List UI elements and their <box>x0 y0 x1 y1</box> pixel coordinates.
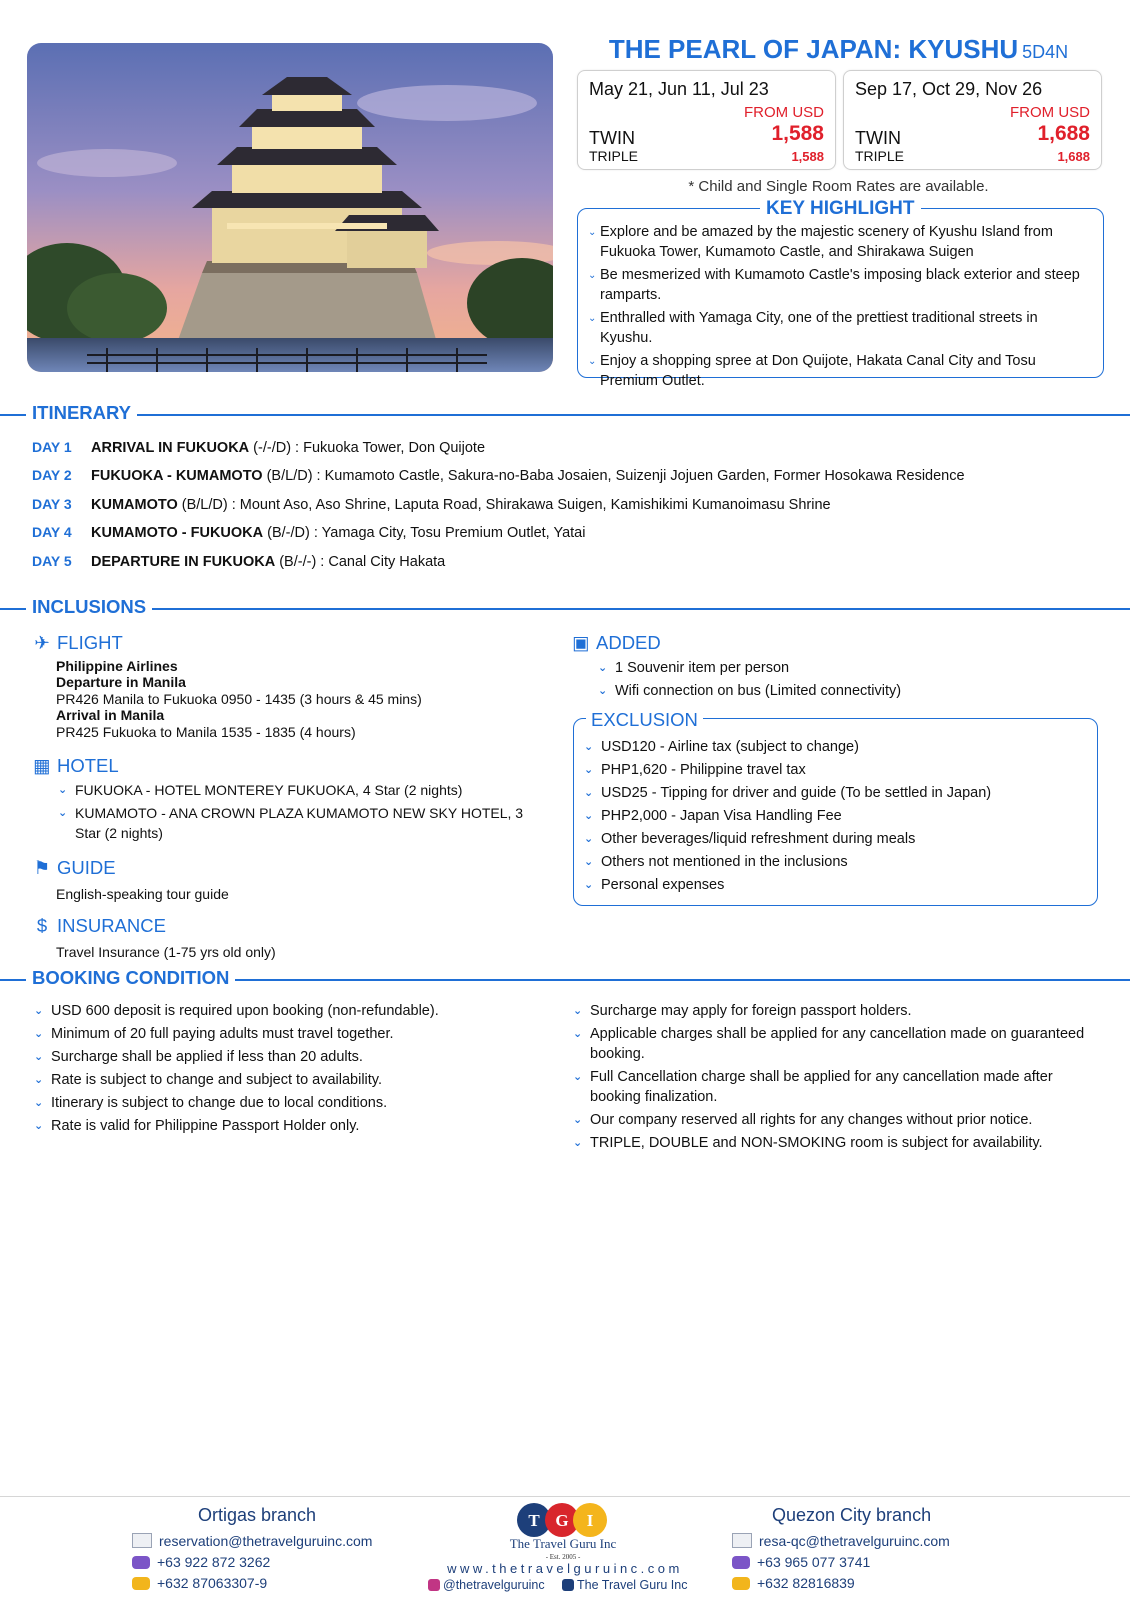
gift-icon: ▣ <box>572 632 590 653</box>
instagram-handle: @thetravelguruinc <box>443 1578 545 1592</box>
tour-title <box>576 34 1101 65</box>
chevron-down-icon: ⌄ <box>584 879 594 891</box>
chevron-down-icon: ⌄ <box>34 1028 44 1040</box>
list-item <box>583 829 1088 849</box>
list-item <box>572 1133 1092 1153</box>
inclusions-header <box>0 596 1130 620</box>
list-item <box>33 1024 543 1044</box>
website-link[interactable]: www.thetravelguruinc.com <box>447 1561 683 1576</box>
chevron-down-icon: ⌄ <box>573 1114 583 1126</box>
list-item <box>33 1093 543 1113</box>
booking-list-left <box>33 1001 543 1139</box>
chevron-down-icon: ⌄ <box>573 1005 583 1017</box>
chevron-down-icon: ⌄ <box>584 741 594 753</box>
divider <box>0 608 1130 610</box>
tour-name: THE PEARL OF JAPAN: KYUSHU <box>608 34 1019 64</box>
list-item <box>583 760 1088 780</box>
chevron-down-icon: ⌄ <box>34 1097 44 1109</box>
section-title: BOOKING CONDITION <box>26 967 235 989</box>
highlight-text: Be mesmerized with Kumamoto Castle's imposing black exterior and steep ramparts. <box>600 267 1080 303</box>
phone-text: +632 82816839 <box>757 1575 855 1591</box>
airplane-icon: ✈ <box>34 632 50 653</box>
flight-title: FLIGHT <box>57 632 123 653</box>
price-dates: May 21, Jun 11, Jul 23 <box>589 79 769 99</box>
triple-label: TRIPLE <box>855 148 905 164</box>
booking-text: Applicable charges shall be applied for any cancellation made on guaranteed booking. <box>590 1026 1085 1062</box>
added-heading <box>572 632 661 654</box>
list-item <box>572 1001 1092 1021</box>
flight-heading <box>33 632 123 654</box>
quezon-phone[interactable] <box>732 1575 855 1591</box>
day-number: DAY 2 <box>32 467 72 483</box>
hotel-heading <box>33 755 119 777</box>
from-usd-label: FROM USD <box>1010 104 1090 121</box>
guide-text: English-speaking tour guide <box>56 886 229 902</box>
viber-icon <box>732 1556 750 1569</box>
triple-price: 1,688 <box>1057 149 1090 164</box>
booking-text: Rate is valid for Philippine Passport Holder only. <box>51 1118 360 1134</box>
chevron-down-icon: ⌄ <box>58 784 68 796</box>
chevron-down-icon: ⌄ <box>573 1071 583 1083</box>
itinerary-day <box>32 496 1112 513</box>
hotel-text: FUKUOKA - HOTEL MONTEREY FUKUOKA, 4 Star (2 nights) <box>75 782 463 798</box>
section-title: ITINERARY <box>26 402 137 424</box>
insurance-text: Travel Insurance (1-75 yrs old only) <box>56 944 276 960</box>
dollar-shield-icon: $ <box>36 915 48 936</box>
day-number: DAY 5 <box>32 553 72 569</box>
day-place: KUMAMOTO - FUKUOKA <box>91 525 264 541</box>
day-meals: (B/L/D) : <box>177 497 240 513</box>
viber-icon <box>132 1556 150 1569</box>
day-details: Fukuoka Tower, Don Quijote <box>303 440 486 456</box>
phone-icon <box>132 1577 150 1590</box>
logo-letter: T <box>528 1511 540 1530</box>
highlight-text: Explore and be amazed by the majestic scenery of Kyushu Island from Fukuoka Tower, Kumamoto Castle, and Shirakawa Suigen <box>600 224 1053 260</box>
key-highlight-list <box>588 222 1093 394</box>
booking-text: Our company reserved all rights for any changes without prior notice. <box>590 1112 1033 1128</box>
exclusion-text: Other beverages/liquid refreshment during meals <box>601 831 916 847</box>
added-list <box>597 658 1077 704</box>
booking-text: Full Cancellation charge shall be applied for any cancellation made after booking finalization. <box>590 1069 1053 1105</box>
chevron-down-icon: ⌄ <box>598 685 608 697</box>
ortigas-branch-title: Ortigas branch <box>198 1505 317 1525</box>
chevron-down-icon: ⌄ <box>34 1051 44 1063</box>
company-name: The Travel Guru Inc <box>509 1536 617 1551</box>
day-place: DEPARTURE IN FUKUOKA <box>91 554 276 570</box>
quezon-branch-title: Quezon City branch <box>772 1505 932 1525</box>
insurance-heading <box>33 915 166 937</box>
chevron-down-icon: ⌄ <box>588 313 597 324</box>
day-number: DAY 4 <box>32 524 72 540</box>
child-rate-note: * Child and Single Room Rates are available. <box>688 178 989 195</box>
list-item <box>57 780 537 800</box>
divider <box>0 414 1130 416</box>
airline-label: Philippine Airlines <box>56 658 178 674</box>
added-text: 1 Souvenir item per person <box>615 660 790 676</box>
booking-text: Minimum of 20 full paying adults must travel together. <box>51 1026 394 1042</box>
phone-text: +632 87063307-9 <box>157 1575 268 1591</box>
guide-person-icon: ⚑ <box>33 857 51 878</box>
price-dates: Sep 17, Oct 29, Nov 26 <box>855 79 1043 99</box>
twin-price: 1,688 <box>1037 122 1090 145</box>
booking-text: TRIPLE, DOUBLE and NON-SMOKING room is subject for availability. <box>590 1135 1043 1151</box>
mobile-text: +63 922 872 3262 <box>157 1554 271 1570</box>
list-item <box>572 1110 1092 1130</box>
exclusion-text: Personal expenses <box>601 877 725 893</box>
hero-castle-image <box>27 43 553 372</box>
company-est: - Est. 2005 - <box>545 1553 581 1561</box>
twin-label: TWIN <box>855 128 901 148</box>
chevron-down-icon: ⌄ <box>588 356 597 367</box>
chevron-down-icon: ⌄ <box>34 1120 44 1132</box>
logo-letter: I <box>586 1511 594 1530</box>
list-item <box>33 1116 543 1136</box>
arrival-heading <box>56 707 164 723</box>
highlight-text: Enjoy a shopping spree at Don Quijote, Hakata Canal City and Tosu Premium Outlet. <box>600 353 1036 389</box>
quezon-email[interactable] <box>732 1533 950 1549</box>
logo-letter: G <box>555 1511 569 1530</box>
ortigas-email[interactable] <box>132 1533 372 1549</box>
itinerary-day <box>32 439 1112 456</box>
from-usd-label: FROM USD <box>744 104 824 121</box>
day-details: Kumamoto Castle, Sakura-no-Baba Josaien, Suizenji Jojuen Garden, Former Hosokawa Residence <box>324 468 965 484</box>
chevron-down-icon: ⌄ <box>588 270 597 281</box>
list-item <box>588 308 1093 348</box>
instagram-link[interactable] <box>428 1578 545 1592</box>
twin-price: 1,588 <box>771 122 824 145</box>
list-item <box>583 783 1088 803</box>
departure-flight: PR426 Manila to Fukuoka 0950 - 1435 (3 hours & 45 mins) <box>56 691 422 707</box>
chevron-down-icon: ⌄ <box>584 856 594 868</box>
booking-list-right <box>572 1001 1092 1156</box>
chevron-down-icon: ⌄ <box>34 1005 44 1017</box>
list-item <box>583 806 1088 826</box>
list-item <box>583 875 1088 895</box>
list-item <box>588 265 1093 305</box>
day-number: DAY 1 <box>32 439 72 455</box>
phone-icon <box>732 1577 750 1590</box>
list-item <box>33 1047 543 1067</box>
day-meals: (B/-/-) : <box>275 554 329 570</box>
triple-label: TRIPLE <box>589 148 639 164</box>
chevron-down-icon: ⌄ <box>584 810 594 822</box>
chevron-down-icon: ⌄ <box>584 833 594 845</box>
chevron-down-icon: ⌄ <box>58 807 68 819</box>
exclusion-text: PHP1,620 - Philippine travel tax <box>601 762 806 778</box>
list-item <box>572 1024 1092 1064</box>
chevron-down-icon: ⌄ <box>573 1028 583 1040</box>
departure-label: Departure in Manila <box>56 674 186 690</box>
mail-icon <box>732 1533 752 1548</box>
insurance-title: INSURANCE <box>57 915 166 936</box>
chevron-down-icon: ⌄ <box>34 1074 44 1086</box>
building-icon: ▦ <box>33 755 51 776</box>
arrival-label: Arrival in Manila <box>56 707 165 723</box>
itinerary-day <box>32 553 1112 570</box>
list-item <box>33 1070 543 1090</box>
exclusion-text: Others not mentioned in the inclusions <box>601 854 848 870</box>
quezon-mobile[interactable] <box>732 1554 870 1570</box>
booking-text: Surcharge may apply for foreign passport holders. <box>590 1003 912 1019</box>
section-title: INCLUSIONS <box>26 596 152 618</box>
exclusion-list <box>583 737 1088 898</box>
chevron-down-icon: ⌄ <box>598 662 608 674</box>
list-item <box>33 1001 543 1021</box>
guide-title: GUIDE <box>57 857 116 878</box>
day-meals: (B/-/D) : <box>263 525 322 541</box>
ortigas-phone[interactable] <box>132 1575 267 1591</box>
mobile-text: +63 965 077 3741 <box>757 1554 871 1570</box>
list-item <box>597 681 1077 701</box>
key-highlight-title: KEY HIGHLIGHT <box>760 198 921 220</box>
day-details: Yamaga City, Tosu Premium Outlet, Yatai <box>321 525 586 541</box>
footer-divider <box>0 1496 1130 1497</box>
guide-heading <box>33 857 116 879</box>
list-item <box>583 737 1088 757</box>
facebook-link[interactable] <box>562 1578 687 1592</box>
list-item <box>597 658 1077 678</box>
itinerary-header <box>0 402 1130 426</box>
added-text: Wifi connection on bus (Limited connectivity) <box>615 683 902 699</box>
day-place: FUKUOKA - KUMAMOTO <box>91 468 263 484</box>
booking-text: USD 600 deposit is required upon booking (non-refundable). <box>51 1003 439 1019</box>
list-item <box>57 803 537 843</box>
day-number: DAY 3 <box>32 496 72 512</box>
day-place: KUMAMOTO <box>91 497 178 513</box>
day-meals: (-/-/D) : <box>249 440 304 456</box>
highlight-text: Enthralled with Yamaga City, one of the prettiest traditional streets in Kyushu. <box>600 310 1038 346</box>
twin-label: TWIN <box>589 128 635 148</box>
arrival-flight: PR425 Fukuoka to Manila 1535 - 1835 (4 hours) <box>56 724 356 740</box>
price-card-1 <box>577 70 836 170</box>
booking-text: Rate is subject to change and subject to availability. <box>51 1072 383 1088</box>
email-text: reservation@thetravelguruinc.com <box>159 1533 373 1549</box>
chevron-down-icon: ⌄ <box>573 1137 583 1149</box>
exclusion-text: USD25 - Tipping for driver and guide (To be settled in Japan) <box>601 785 992 801</box>
day-details: Mount Aso, Aso Shrine, Laputa Road, Shirakawa Suigen, Kamishikimi Kumanoimasu Shrine <box>239 497 831 513</box>
added-title: ADDED <box>596 632 661 653</box>
ortigas-mobile[interactable] <box>132 1554 270 1570</box>
chevron-down-icon: ⌄ <box>588 227 597 238</box>
itinerary-day <box>32 524 1112 541</box>
exclusion-title: EXCLUSION <box>586 709 703 731</box>
itinerary-day <box>32 467 1112 484</box>
tour-duration: 5D4N <box>1022 42 1069 62</box>
hotel-list <box>57 780 537 846</box>
email-text: resa-qc@thetravelguruinc.com <box>759 1533 950 1549</box>
day-place: ARRIVAL IN FUKUOKA <box>91 440 250 456</box>
booking-text: Surcharge shall be applied if less than 20 adults. <box>51 1049 363 1065</box>
chevron-down-icon: ⌄ <box>584 787 594 799</box>
facebook-name: The Travel Guru Inc <box>577 1578 688 1592</box>
airline-name <box>56 658 178 674</box>
hotel-text: KUMAMOTO - ANA CROWN PLAZA KUMAMOTO NEW SKY HOTEL, 3 Star (2 nights) <box>75 805 524 841</box>
booking-text: Itinerary is subject to change due to local conditions. <box>51 1095 388 1111</box>
hotel-title: HOTEL <box>57 755 119 776</box>
booking-header <box>0 967 1130 991</box>
list-item <box>588 351 1093 391</box>
chevron-down-icon: ⌄ <box>584 764 594 776</box>
list-item <box>572 1067 1092 1107</box>
day-details: Canal City Hakata <box>328 554 446 570</box>
exclusion-text: USD120 - Airline tax (subject to change) <box>601 739 859 755</box>
triple-price: 1,588 <box>791 149 824 164</box>
mail-icon <box>132 1533 152 1548</box>
instagram-icon <box>428 1579 440 1591</box>
list-item <box>588 222 1093 262</box>
departure-heading <box>56 674 186 690</box>
exclusion-text: PHP2,000 - Japan Visa Handling Fee <box>601 808 842 824</box>
price-card-2 <box>843 70 1102 170</box>
list-item <box>583 852 1088 872</box>
day-meals: (B/L/D) : <box>262 468 325 484</box>
facebook-icon <box>562 1579 574 1591</box>
